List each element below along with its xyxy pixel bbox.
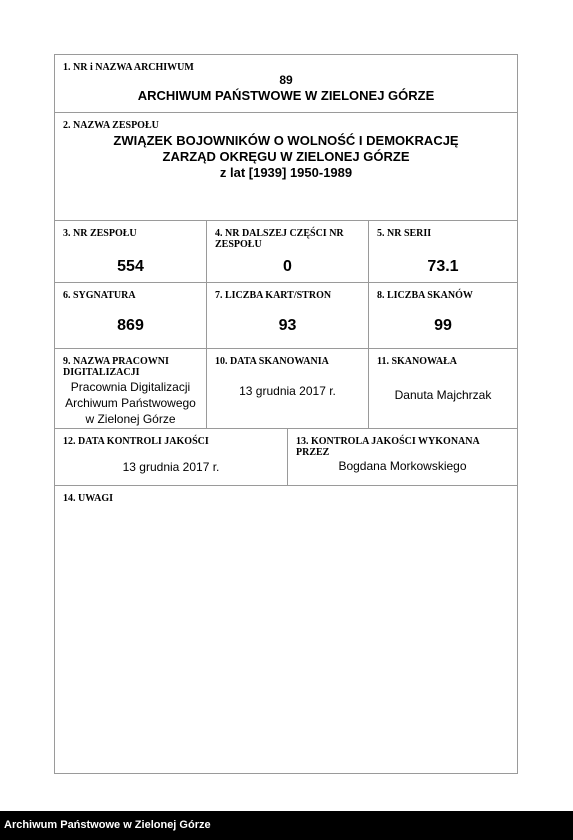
scanned-by-value: Danuta Majchrzak xyxy=(394,388,492,402)
signature-label: 6. SYGNATURA xyxy=(63,290,136,301)
series-number-label: 5. NR SERII xyxy=(377,228,432,239)
fonds-name-line-1: ZWIĄZEK BOJOWNIKÓW O WOLNOŚĆ I DEMOKRACJĘ xyxy=(113,133,459,148)
scanned-by-cell xyxy=(368,349,517,428)
series-number-value: 73.1 xyxy=(427,258,459,275)
quality-by-cell xyxy=(287,429,517,485)
scanned-by-label: 11. SKANOWAŁA xyxy=(377,356,458,367)
scanning-row xyxy=(55,349,517,429)
digitization-lab-line-2: Archiwum Państwowego xyxy=(65,396,196,410)
scan-count-cell xyxy=(368,283,517,348)
archive-row xyxy=(55,55,517,113)
fonds-number-label: 3. NR ZESPOŁU xyxy=(63,228,137,239)
remarks-cell xyxy=(55,486,517,773)
fonds-number-value: 554 xyxy=(117,258,144,275)
footer-bar xyxy=(0,811,573,840)
further-part-label: 4. NR DALSZEJ CZĘŚCI NR ZESPOŁU xyxy=(215,228,344,250)
digitization-lab-line-3: w Zielonej Górze xyxy=(85,412,176,426)
signature-cell xyxy=(55,283,206,348)
series-number-cell xyxy=(368,221,517,282)
remarks-row xyxy=(55,486,517,773)
metadata-form xyxy=(54,54,518,774)
footer-text: Archiwum Państwowe w Zielonej Górze xyxy=(4,819,211,831)
fonds-name-cell xyxy=(55,113,517,220)
archive-label: 1. NR i NAZWA ARCHIWUM xyxy=(63,62,194,73)
quality-by-value: Bogdana Morkowskiego xyxy=(338,459,467,473)
scan-date-label: 10. DATA SKANOWANIA xyxy=(215,356,329,367)
quality-date-value: 13 grudnia 2017 r. xyxy=(122,460,220,474)
quality-date-cell xyxy=(55,429,287,485)
digitization-lab-label: 9. NAZWA PRACOWNI DIGITALIZACJI xyxy=(63,356,169,378)
quality-date-label: 12. DATA KONTROLI JAKOŚCI xyxy=(63,436,209,447)
scan-date-cell xyxy=(206,349,368,428)
archive-name: ARCHIWUM PAŃSTWOWE W ZIELONEJ GÓRZE xyxy=(137,88,435,103)
digitization-lab-line-1: Pracownia Digitalizacji xyxy=(70,380,191,394)
digitization-lab-cell xyxy=(55,349,206,428)
counts-row xyxy=(55,283,517,349)
further-part-value: 0 xyxy=(283,258,292,275)
scan-count-value: 99 xyxy=(434,317,452,334)
fonds-name-line-3: z lat [1939] 1950-1989 xyxy=(219,165,353,180)
quality-by-label: 13. KONTROLA JAKOŚCI WYKONANA PRZEZ xyxy=(296,436,480,458)
page-count-value: 93 xyxy=(278,317,297,334)
signature-value: 869 xyxy=(117,317,144,334)
fonds-name-label: 2. NAZWA ZESPOŁU xyxy=(63,120,159,131)
page-count-cell xyxy=(206,283,368,348)
further-part-cell xyxy=(206,221,368,282)
fonds-name-row xyxy=(55,113,517,221)
fonds-name-line-2: ZARZĄD OKRĘGU W ZIELONEJ GÓRZE xyxy=(162,149,410,164)
remarks-label: 14. UWAGI xyxy=(63,493,114,504)
archive-cell xyxy=(55,55,517,112)
scan-count-label: 8. LICZBA SKANÓW xyxy=(377,290,473,301)
archive-number: 89 xyxy=(279,73,293,87)
numbers-row xyxy=(55,221,517,283)
scan-date-value: 13 grudnia 2017 r. xyxy=(239,384,336,398)
fonds-number-cell xyxy=(55,221,206,282)
page-count-label: 7. LICZBA KART/STRON xyxy=(215,290,332,301)
quality-row xyxy=(55,429,517,486)
